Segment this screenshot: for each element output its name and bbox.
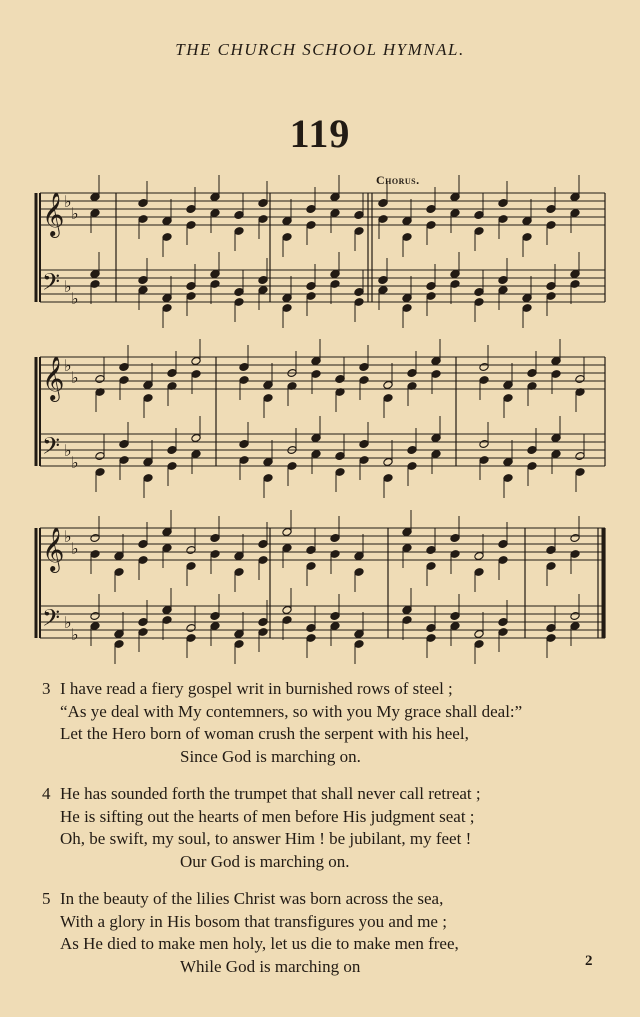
verse-line [40,911,610,934]
key-signature-flat: ♭ [71,368,79,387]
treble-clef: 𝄞 [42,192,65,236]
key-signature-flat: ♭ [64,192,72,211]
bass-clef: 𝄢 [42,432,61,465]
verse-line-text: “As ye deal with My contemners, so with you My grace shall deal:” [60,701,523,721]
key-signature-flat: ♭ [71,204,79,223]
verse-line-text: Oh, be swift, my soul, to answer Him ! be jubilant, my feet ! [60,829,472,848]
verse-refrain-text: Our God is marching on. [180,851,350,871]
verse-line-text: I have read a fiery gospel writ in burnished rows of steel ; [60,679,453,698]
key-signature-flat: ♭ [64,441,72,460]
treble-clef: 𝄞 [42,356,65,400]
verse-line [40,933,610,956]
treble-clef: 𝄞 [42,527,65,571]
running-head: THE CHURCH SCHOOL HYMNAL. [175,40,465,59]
bass-clef: 𝄢 [42,268,61,301]
hymn-number: 119 [289,111,351,156]
verse-refrain [40,746,610,769]
verse-line [40,806,610,829]
verse-number: 4 [42,784,51,803]
key-signature-flat: ♭ [71,539,79,558]
key-signature-flat: ♭ [71,453,79,472]
page-number: 2 [585,953,593,969]
verse-line-text: As He died to make men holy, let us die to make men free, [60,934,459,953]
key-signature-flat: ♭ [71,289,79,308]
chorus-label: Chorus. [376,173,420,187]
key-signature-flat: ♭ [64,527,72,546]
verse-4 [40,783,610,873]
verse-line [40,678,610,701]
verse-line-text: He is sifting out the hearts of men before His judgment seat ; [60,806,475,826]
key-signature-flat: ♭ [64,277,72,296]
verse-refrain [40,851,610,874]
verse-line [40,701,610,724]
verse-refrain-text: While God is marching on [180,956,361,976]
verse-5 [40,888,610,978]
verse-line [40,723,610,746]
verse-line [40,783,610,806]
verse-line [40,888,610,911]
key-signature-flat: ♭ [64,356,72,375]
verses [40,678,610,993]
verse-line-text: With a glory in His bosom that transfigures you and me ; [60,911,447,931]
verse-line-text: In the beauty of the lilies Christ was born across the sea, [60,889,444,908]
verse-line [40,828,610,851]
key-signature-flat: ♭ [71,625,79,644]
verse-number: 3 [42,679,51,698]
bass-clef: 𝄢 [42,604,61,637]
verse-number: 5 [42,889,51,908]
verse-refrain [40,956,610,979]
key-signature-flat: ♭ [64,613,72,632]
verse-line-text: Let the Hero born of woman crush the serpent with his heel, [60,724,469,743]
verse-refrain-text: Since God is marching on. [180,746,361,766]
verse-line-text: He has sounded forth the trumpet that shall never call retreat ; [60,784,481,803]
verse-3 [40,678,610,768]
